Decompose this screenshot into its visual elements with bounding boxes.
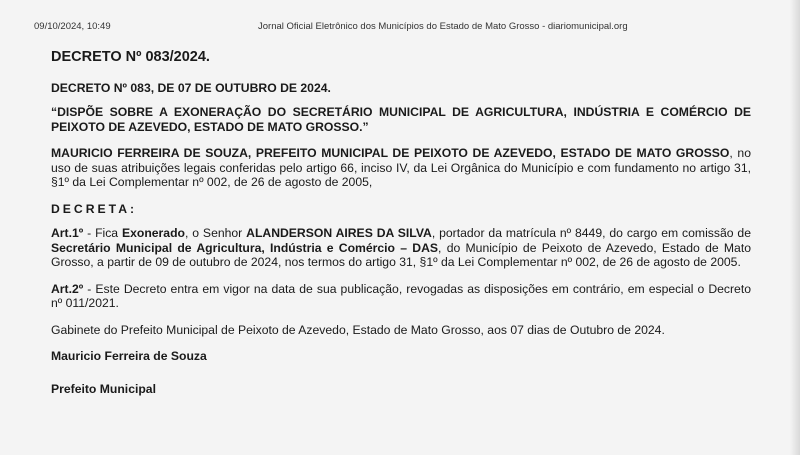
article-1-position: Secretário Municipal de Agricultura, Indústria e Comércio – DAS: [51, 240, 439, 255]
decreta-heading: DECRETA:: [51, 201, 138, 216]
decree-ementa: “DISPÕE SOBRE A EXONERAÇÃO DO SECRETÁRIO MUNICIPAL DE AGRICULTURA, INDÚSTRIA E COMÉRCIO DE PEIXOTO DE AZEVEDO, ESTADO DE MATO GROSSO.”: [51, 105, 751, 134]
article-1-label: Art.1º: [51, 226, 84, 240]
closing-paragraph: Gabinete do Prefeito Municipal de Peixoto de Azevedo, Estado de Mato Grosso, aos 07 dias de Outubro de 2024.: [51, 322, 665, 337]
article-1-person: ALANDERSON AIRES DA SILVA: [246, 226, 432, 240]
preamble-text: , no uso de suas atribuições legais conferidas pelo artigo 66, inciso IV, da Lei Orgânica do Município e com fundamento no artigo 31, §1º da Lei Complementar nº 002, de 26 de agosto de 2005,: [51, 146, 751, 189]
journal-name: Jornal Oficial Eletrônico dos Municípios do Estado de Mato Grosso - diariomunicipal.org: [258, 21, 628, 32]
decree-title: DECRETO Nº 083/2024.: [51, 49, 210, 65]
page-edge-shadow: [790, 0, 800, 455]
signature-role: Prefeito Municipal: [51, 381, 156, 396]
article-1-text-b: , o Senhor: [184, 226, 247, 240]
print-datetime: 09/10/2024, 10:49: [34, 21, 111, 32]
preamble: [51, 146, 751, 190]
signature-name: Mauricio Ferreira de Souza: [51, 349, 207, 363]
article-1-text-a: - Fica: [83, 226, 122, 240]
article-2-text: - Este Decreto entra em vigor na data de sua publicação, revogadas as disposições em contrário, em especial o Decreto nº 011/2021.: [51, 281, 751, 310]
decree-subtitle: DECRETO Nº 083, DE 07 DE OUTUBRO DE 2024.: [51, 80, 331, 95]
decree-body: [51, 50, 751, 414]
article-1-text-c: , portador da matrícula nº 8449, do cargo em comissão de: [431, 226, 751, 240]
article-2: [51, 282, 751, 311]
article-1-exonerado: Exonerado: [121, 226, 185, 240]
article-2-label: Art.2º: [51, 281, 84, 296]
article-1-text-d: , do Município de Peixoto de Azevedo, Estado de Mato Grosso, a partir de 09 de outubro de 2024, nos termos do artigo 31, §1º da Lei Complementar nº 002, de 26 de agosto de 2005.: [51, 240, 751, 269]
preamble-mayor: MAURICIO FERREIRA DE SOUZA, PREFEITO MUNICIPAL DE PEIXOTO DE AZEVEDO, ESTADO DE MATO GROSSO: [51, 146, 730, 160]
article-1: [51, 226, 751, 270]
